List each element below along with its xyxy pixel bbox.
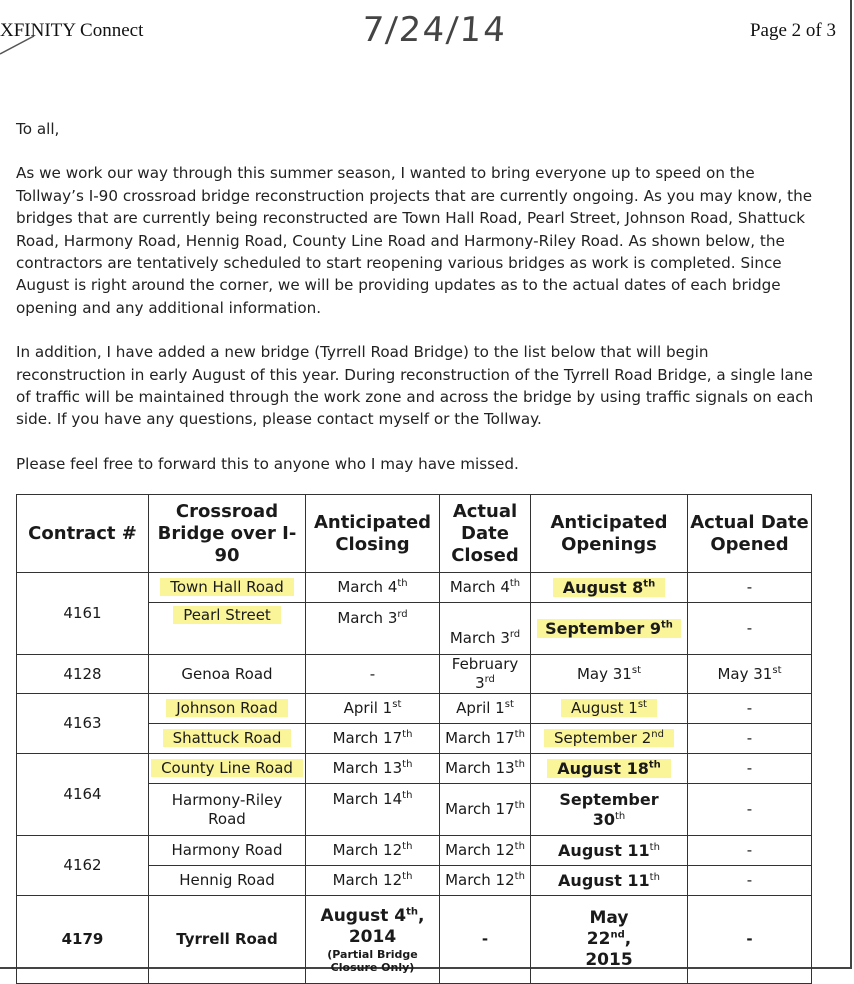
closed-cell: - (440, 896, 531, 984)
ordinal-suffix: th (406, 905, 418, 917)
opening-date-highlighted (544, 727, 674, 749)
ordinal-suffix: th (402, 841, 413, 852)
closed-date: March 17 (445, 729, 515, 747)
closing-date: March 17 (332, 729, 403, 747)
contract-cell: 4162 (17, 836, 149, 896)
closed-cell (440, 866, 531, 896)
bridge-cell (149, 694, 306, 724)
closing-year: , 2014 (348, 905, 425, 947)
opened-cell: - (688, 603, 812, 655)
ordinal-suffix: th (397, 578, 408, 589)
ordinal-suffix: th (514, 759, 525, 770)
table-row (17, 896, 812, 984)
contract-cell: 4163 (17, 694, 149, 754)
opening-cell (531, 573, 688, 603)
closing-cell (306, 603, 440, 655)
closing-cell (306, 896, 440, 984)
opening-date-highlighted (537, 619, 681, 638)
ordinal-suffix: th (615, 810, 626, 822)
ordinal-suffix: th (402, 729, 413, 740)
header-bridge: Crossroad Bridge over I-90 (149, 495, 306, 573)
opened-cell: - (688, 694, 812, 724)
opening-date (585, 908, 632, 970)
closed-date: March 17 (445, 800, 515, 818)
closing-date: April 1 (343, 699, 393, 717)
bridge-name-highlighted: Johnson Road (166, 697, 288, 719)
opening-cell (531, 724, 688, 754)
ordinal-suffix: rd (484, 674, 495, 685)
closed-cell (440, 784, 531, 836)
closed-date: March 3 (449, 629, 510, 647)
bridge-name-highlighted: Pearl Street (173, 604, 281, 626)
opening-cell (531, 866, 688, 896)
ordinal-suffix: th (649, 841, 660, 853)
header-actual-opened: Actual Date Opened (688, 495, 812, 573)
opening-cell (531, 836, 688, 866)
closed-cell (440, 724, 531, 754)
closed-cell (440, 836, 531, 866)
page-indicator: Page 2 of 3 (749, 20, 836, 41)
ordinal-suffix: th (402, 759, 413, 770)
ordinal-suffix: rd (397, 609, 408, 620)
table-row (17, 836, 812, 866)
closing-date: March 4 (337, 578, 398, 596)
ordinal-suffix: st (772, 664, 782, 676)
closing-cell (306, 754, 440, 784)
closed-cell (440, 655, 531, 694)
bridge-cell (149, 724, 306, 754)
closing-cell (306, 784, 440, 836)
opening-date: August 11 (558, 870, 650, 890)
opening-date: August 11 (558, 840, 650, 860)
header-anticipated-openings: Anticipated Openings (531, 495, 688, 573)
opening-date: September 30 (559, 789, 659, 829)
bridge-cell (149, 603, 306, 655)
header-actual-closed: Actual Date Closed (440, 495, 531, 573)
bridge-schedule-table (16, 494, 812, 984)
closing-cell (306, 724, 440, 754)
ordinal-suffix: th (514, 871, 525, 882)
closing-cell: - (306, 655, 440, 694)
opening-cell (531, 603, 688, 655)
bridge-name-highlighted: County Line Road (151, 757, 303, 779)
header-anticipated-closing: Anticipated Closing (306, 495, 440, 573)
ordinal-suffix: th (661, 619, 673, 631)
opening-date: September 9 (545, 618, 661, 638)
closing-note: (Partial Bridge Closure Only) (327, 947, 418, 974)
opened-cell: - (688, 754, 812, 784)
closing-date: March 14 (332, 790, 403, 808)
bridge-name-highlighted: Shattuck Road (163, 727, 292, 749)
opened-cell: - (688, 573, 812, 603)
ordinal-suffix: st (631, 664, 641, 676)
table-header-row (17, 495, 812, 573)
opened-cell: - (688, 836, 812, 866)
ordinal-suffix: th (649, 871, 660, 883)
table-row (17, 754, 812, 784)
letter-paragraph-2: In addition, I have added a new bridge (Tyrrell Road Bridge) to the list below that will begin reconstruction in early August of this year. During reconstruction of the Tyrrell Road Bridge, a single lane of traffic will be maintained through the work zone and across the bridge by using traffic signals on each side. If you have any questions, please contact myself or the Tollway. (16, 343, 814, 429)
bridge-cell (149, 573, 306, 603)
contract-cell: 4179 (17, 896, 149, 984)
contract-cell: 4128 (17, 655, 149, 694)
opening-date: August 8 (562, 577, 644, 597)
ordinal-suffix: th (402, 790, 413, 801)
handwritten-date: 7/24/14 (360, 10, 509, 50)
closing-date: March 3 (337, 609, 398, 627)
contract-cell: 4164 (17, 754, 149, 836)
opened-cell (688, 655, 812, 694)
opening-cell (531, 896, 688, 984)
opened-cell: - (688, 866, 812, 896)
closing-cell (306, 694, 440, 724)
closing-date: March 13 (332, 759, 403, 777)
opening-cell (531, 784, 688, 836)
closed-date: February 3 (451, 655, 519, 692)
ordinal-suffix: th (514, 841, 525, 852)
closed-cell (440, 694, 531, 724)
ordinal-suffix: rd (509, 629, 521, 640)
opening-date-text: May 22 (586, 908, 629, 949)
opened-date: May 31 (717, 664, 773, 683)
closing-date (321, 906, 425, 947)
closed-cell (440, 603, 531, 655)
closing-cell (306, 866, 440, 896)
ordinal-suffix: th (509, 578, 521, 589)
opening-date: August 1 (571, 699, 638, 717)
closing-cell (306, 573, 440, 603)
ordinal-suffix: th (514, 729, 525, 740)
bridge-cell: Tyrrell Road (149, 896, 306, 984)
opening-date: August 18 (557, 758, 649, 778)
closed-date: March 4 (449, 578, 510, 596)
letter-body (16, 118, 816, 497)
letter-paragraph-3: Please feel free to forward this to anyone who I may have missed. (16, 454, 519, 473)
closing-cell (306, 836, 440, 866)
bridge-cell (149, 754, 306, 784)
opening-date: September 2 (554, 729, 652, 747)
bridge-cell: Genoa Road (149, 655, 306, 694)
letter-greeting: To all, (16, 120, 60, 138)
bridge-cell: Harmony Road (149, 836, 306, 866)
closed-date: April 1 (456, 699, 505, 717)
table-row (17, 694, 812, 724)
bridge-name-highlighted: Town Hall Road (160, 576, 294, 598)
opened-cell: - (688, 784, 812, 836)
opening-date-highlighted (561, 697, 657, 719)
opening-cell (531, 694, 688, 724)
closed-date: March 13 (445, 759, 515, 777)
closed-date: March 12 (445, 841, 515, 859)
opened-cell: - (688, 896, 812, 984)
closed-date: March 12 (445, 871, 515, 889)
closed-cell (440, 573, 531, 603)
table-row (17, 655, 812, 694)
scan-corner-mark (0, 34, 40, 56)
ordinal-suffix: th (402, 871, 413, 882)
ordinal-suffix: st (637, 699, 647, 710)
opening-date: May 31 (576, 664, 632, 683)
ordinal-suffix: nd (610, 929, 625, 941)
opening-date-highlighted (553, 576, 665, 599)
opened-cell: - (688, 724, 812, 754)
header-contract: Contract # (17, 495, 149, 573)
email-source-header: XFINITY Connect (0, 20, 144, 41)
opening-date-highlighted (547, 757, 671, 780)
closing-date-text: August 4 (320, 905, 407, 926)
closing-date: March 12 (332, 871, 403, 889)
opening-cell (531, 754, 688, 784)
ordinal-suffix: th (514, 800, 525, 811)
ordinal-suffix: st (504, 699, 514, 710)
ordinal-suffix: th (643, 578, 656, 590)
bridge-cell: Harmony-Riley Road (149, 784, 306, 836)
ordinal-suffix: st (392, 699, 402, 710)
opening-cell (531, 655, 688, 694)
closing-date: March 12 (332, 841, 403, 859)
contract-cell: 4161 (17, 573, 149, 655)
ordinal-suffix: nd (651, 729, 664, 740)
table-row (17, 573, 812, 603)
closed-cell (440, 754, 531, 784)
opening-year: , 2015 (585, 929, 633, 970)
letter-paragraph-1: As we work our way through this summer season, I wanted to bring everyone up to speed on the Tollway’s I-90 crossroad bridge reconstruction projects that are currently ongoing. As you may know, the bridges that are currently being reconstructed are Town Hall Road, Pearl Street, Johnson Road, Shattuck Road, Harmony Road, Hennig Road, County Line Road and Harmony-Riley Road. As shown below, the contractors are tentatively scheduled to start reopening various bridges as work is completed. Since August is right around the corner, we will be providing updates as to the actual dates of each bridge opening and any additional information. (16, 164, 813, 317)
bridge-cell: Hennig Road (149, 866, 306, 896)
ordinal-suffix: th (648, 759, 661, 771)
